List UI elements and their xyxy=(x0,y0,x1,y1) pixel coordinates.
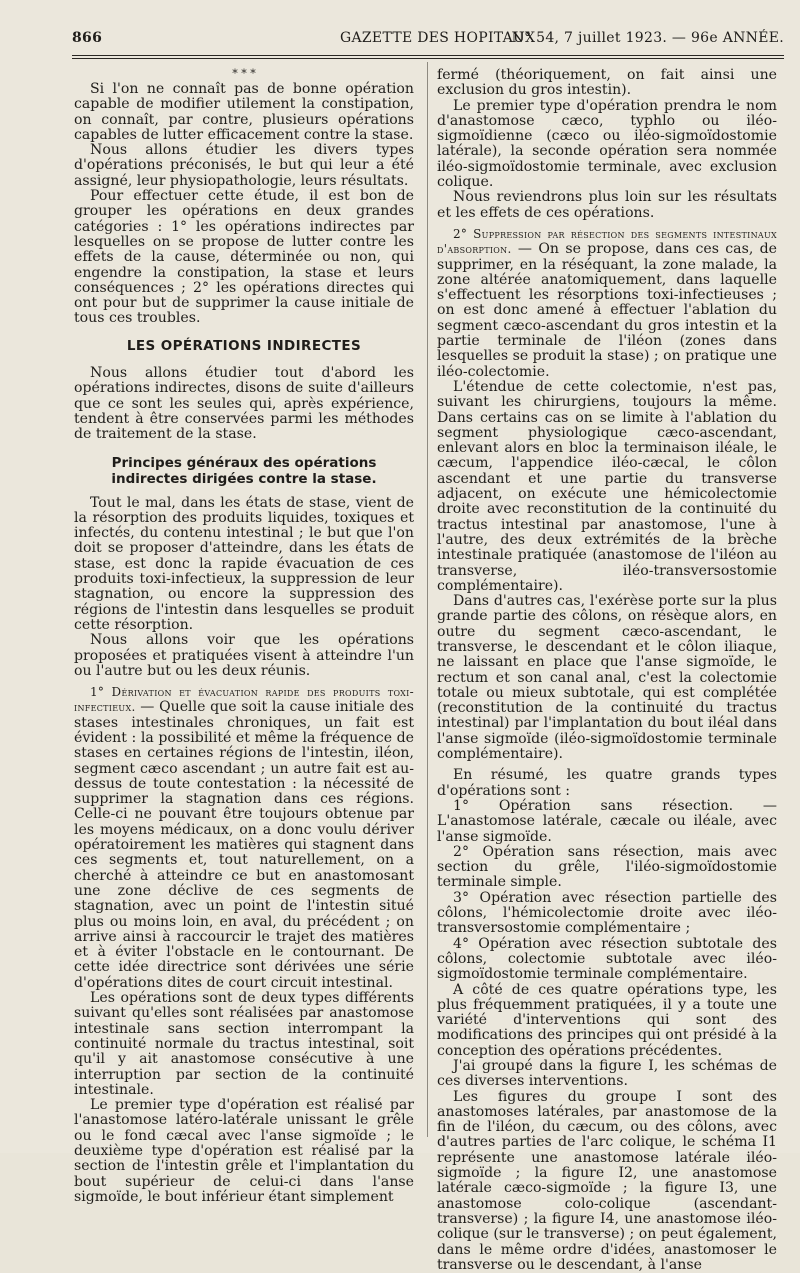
list-item: 2° Opération sans résection, mais avec section du grêle, l'iléo-sigmoïdostomie terminale simple. xyxy=(437,843,777,891)
running-header xyxy=(72,28,784,50)
paragraph: Nous reviendrons plus loin sur les résultats et les effets de ces opérations. xyxy=(437,189,777,221)
section-heading: LES OPÉRATIONS INDIRECTES xyxy=(126,337,362,354)
subsection-heading: Principes généraux des opérations indirectes dirigées contre la stase. xyxy=(111,454,377,487)
left-column xyxy=(74,68,414,1205)
paragraph: L'étendue de cette colectomie, n'est pas, suivant les chirurgiens, toujours la même. Dans certains cas on se limite à l'ablation du segment physiologique cæco-ascendant, enlevant alors en bloc la terminaison iléale, le cæcum, l'appendice iléo-cæcal, le côlon ascendant et une partie du transverse adjacent, on exécute une hémicolectomie droite avec reconstitution de la continuité du tractus intestinal par anastomose, l'une à l'autre, des deux extrémités de la brèche intestinale pratiquée (anastomose de l'iléon au transverse, iléo-transversostomie complémentaire). xyxy=(437,378,777,594)
header-rule-bottom xyxy=(72,58,784,59)
paragraph: Le premier type d'opération est réalisé par l'anastomose latéro-latérale unissant le grêle ou le fond cæcal avec l'anse sigmoïde ; le deuxième type d'opération est réalisé par la section de l'intestin grêle et l'implantation du bout supérieur de celui-ci dans l'anse sigmoïde, le bout inférieur étant simplement xyxy=(74,1097,414,1205)
issue-info: N° 54, 7 juillet 1923. — 96e ANNÉE. xyxy=(511,30,784,46)
paragraph: Nous allons étudier tout d'abord les opérations indirectes, disons de suite d'ailleurs que ce sont les seules qui, après expérience, tendent à être conservées parmi les méthodes de traitement de la stase. xyxy=(74,365,414,443)
paragraph: Nous allons étudier les divers types d'opérations préconisés, le but qui leur a été assigné, leur physiopathologie, leurs résultats. xyxy=(74,142,414,189)
paragraph: J'ai groupé dans la figure I, les schémas de ces diverses interventions. xyxy=(437,1058,777,1090)
paragraph: Tout le mal, dans les états de stase, vient de la résorption des produits liquides, toxiques et infectés, du contenu intestinal ; le but que l'on doit se proposer d'atteindre, dans les états de stase, est donc la rapide évacuation de ces produits toxi-infectieux, la suppression de leur stagnation, ou encore la suppression des régions de l'intestin dans lesquelles se produit cette résorption. xyxy=(74,494,414,633)
paragraph-lead: 2° Suppression par résection des segments intestinaux d'absorption. xyxy=(437,226,777,257)
paragraph-body: — On se propose, dans ces cas, de supprimer, en la réséquant, la zone malade, la zone altérée anatomiquement, dans laquelle s'effectuent les résorptions toxi-infectieuses ; on est donc amené à effectuer l'ablation du segment cæco-ascendant du gros intestin et la partie terminale de l'iléon (zones dans lesquelles se produit la stase) ; on pratique une iléo-colectomie. xyxy=(437,241,777,380)
list-item: 1° Opération sans résection. — L'anastomose latérale, cæcale ou iléale, avec l'anse sigmoïde. xyxy=(437,797,777,845)
paragraph-lead: 1° Dérivation et évacuation rapide des produits toxi-infectieux. xyxy=(74,685,414,715)
paragraph: Dans d'autres cas, l'exérèse porte sur la plus grande partie des côlons, on résèque alors, en outre du segment cæco-ascendant, le transverse, le descendant et le côlon iliaque, ne laissant en place que l'anse sigmoïde, le rectum et son canal anal, c'est la colectomie totale ou mieux subtotale, qui est complétée (reconstitution de la continuité du tractus intestinal) par l'implantation du bout iléal dans l'anse sigmoïde (iléo-sigmoïdostomie terminale complémentaire). xyxy=(437,593,777,763)
paragraph: Les opérations sont de deux types différents suivant qu'elles sont réalisées par anastomose intestinale sans section interrompant la continuité normale du tractus intestinal, soit qu'il y ait anastomose consécutive à une interruption par section de la continuité intestinale. xyxy=(74,990,414,1098)
section-asterism: * * * xyxy=(232,67,256,80)
page-number: 866 xyxy=(72,30,103,46)
paragraph: Le premier type d'opération prendra le nom d'anastomose cæco, typhlo ou iléo-sigmoïdienne (cæco ou iléo-sigmoïdostomie latérale), la seconde opération sera nommée iléo-sigmoïdostomie terminale, avec exclusion colique. xyxy=(437,97,777,191)
paragraph xyxy=(437,227,777,380)
paragraph: A côté de ces quatre opérations type, les plus fréquemment pratiquées, il y a toute une variété d'interventions qui sont des modifications des principes qui ont présidé à la conception des opérations précédentes. xyxy=(437,981,777,1059)
paragraph: Nous allons voir que les opérations proposées et pratiquées visent à atteindre l'un ou l'autre but ou les deux réunis. xyxy=(74,632,414,679)
list-item: 3° Opération avec résection partielle des côlons, l'hémicolectomie droite avec iléo-transversostomie complémentaire ; xyxy=(437,889,777,937)
paragraph: Pour effectuer cette étude, il est bon de grouper les opérations en deux grandes catégories : 1° les opérations indirectes par lesquelles on se propose de lutter contre les effets de la cause, déterminée ou non, qui engendre la constipation, la stase et leurs conséquences ; 2° les opérations directes qui ont pour but de supprimer la cause initiale de tous ces troubles. xyxy=(74,188,414,327)
column-divider xyxy=(427,62,428,1137)
right-column xyxy=(437,68,777,1273)
journal-title: GAZETTE DES HOPITAUX xyxy=(340,30,536,46)
paragraph xyxy=(74,685,414,991)
paragraph: Si l'on ne connaît pas de bonne opération capable de modifier utilement la constipation, on connaît, par contre, plusieurs opérations capables de lutter efficacement contre la stase. xyxy=(74,81,414,143)
paragraph: Les figures du groupe I sont des anastomoses latérales, par anastomose de la fin de l'iléon, du cæcum, ou des côlons, avec d'autres parties de l'arc colique, le schéma I1 représente une anastomose latérale iléo-sigmoïde ; la figure I2, une anastomose latérale cæco-sigmoïde ; la figure I3, une anastomose colo-colique (ascendant-transverse) ; la figure I4, une anastomose iléo-colique (sur le transverse) ; on peut également, dans le même ordre d'idées, anastomoser le transverse ou le descendant, à l'anse xyxy=(437,1088,777,1273)
paragraph: fermé (théoriquement, on fait ainsi une exclusion du gros intestin). xyxy=(437,67,777,99)
paragraph-body: — Quelle que soit la cause initiale des stases intestinales chroniques, un fait est évident : la possibilité et même la fréquence de stases en certaines régions de l'intestin, iléon, segment cæco ascendant ; un autre fait est au-dessus de toute contestation : la nécessité de supprimer la stagnation dans ces régions. Celle-ci ne pouvant être toujours obtenue par les moyens médicaux, on a donc voulu dériver opératoirement les matières qui stagnent dans ces segments et, tout naturellement, on a cherché à atteindre ce but en anastomosant une zone déclive de ces segments de stagnation, avec un point de l'intestin situé plus ou moins loin, en aval, du précédent ; on arrive ainsi à raccourcir le trajet des matières et à éviter l'obstacle en le contournant. De cette idée directrice sont dérivées une série d'opérations dites de court circuit intestinal. xyxy=(74,699,414,991)
header-rule-top xyxy=(72,55,784,56)
paragraph: En résumé, les quatre grands types d'opérations sont : xyxy=(437,767,777,799)
list-item: 4° Opération avec résection subtotale des côlons, colectomie subtotale avec iléo-sigmoïdostomie terminale complémentaire. xyxy=(437,935,777,983)
